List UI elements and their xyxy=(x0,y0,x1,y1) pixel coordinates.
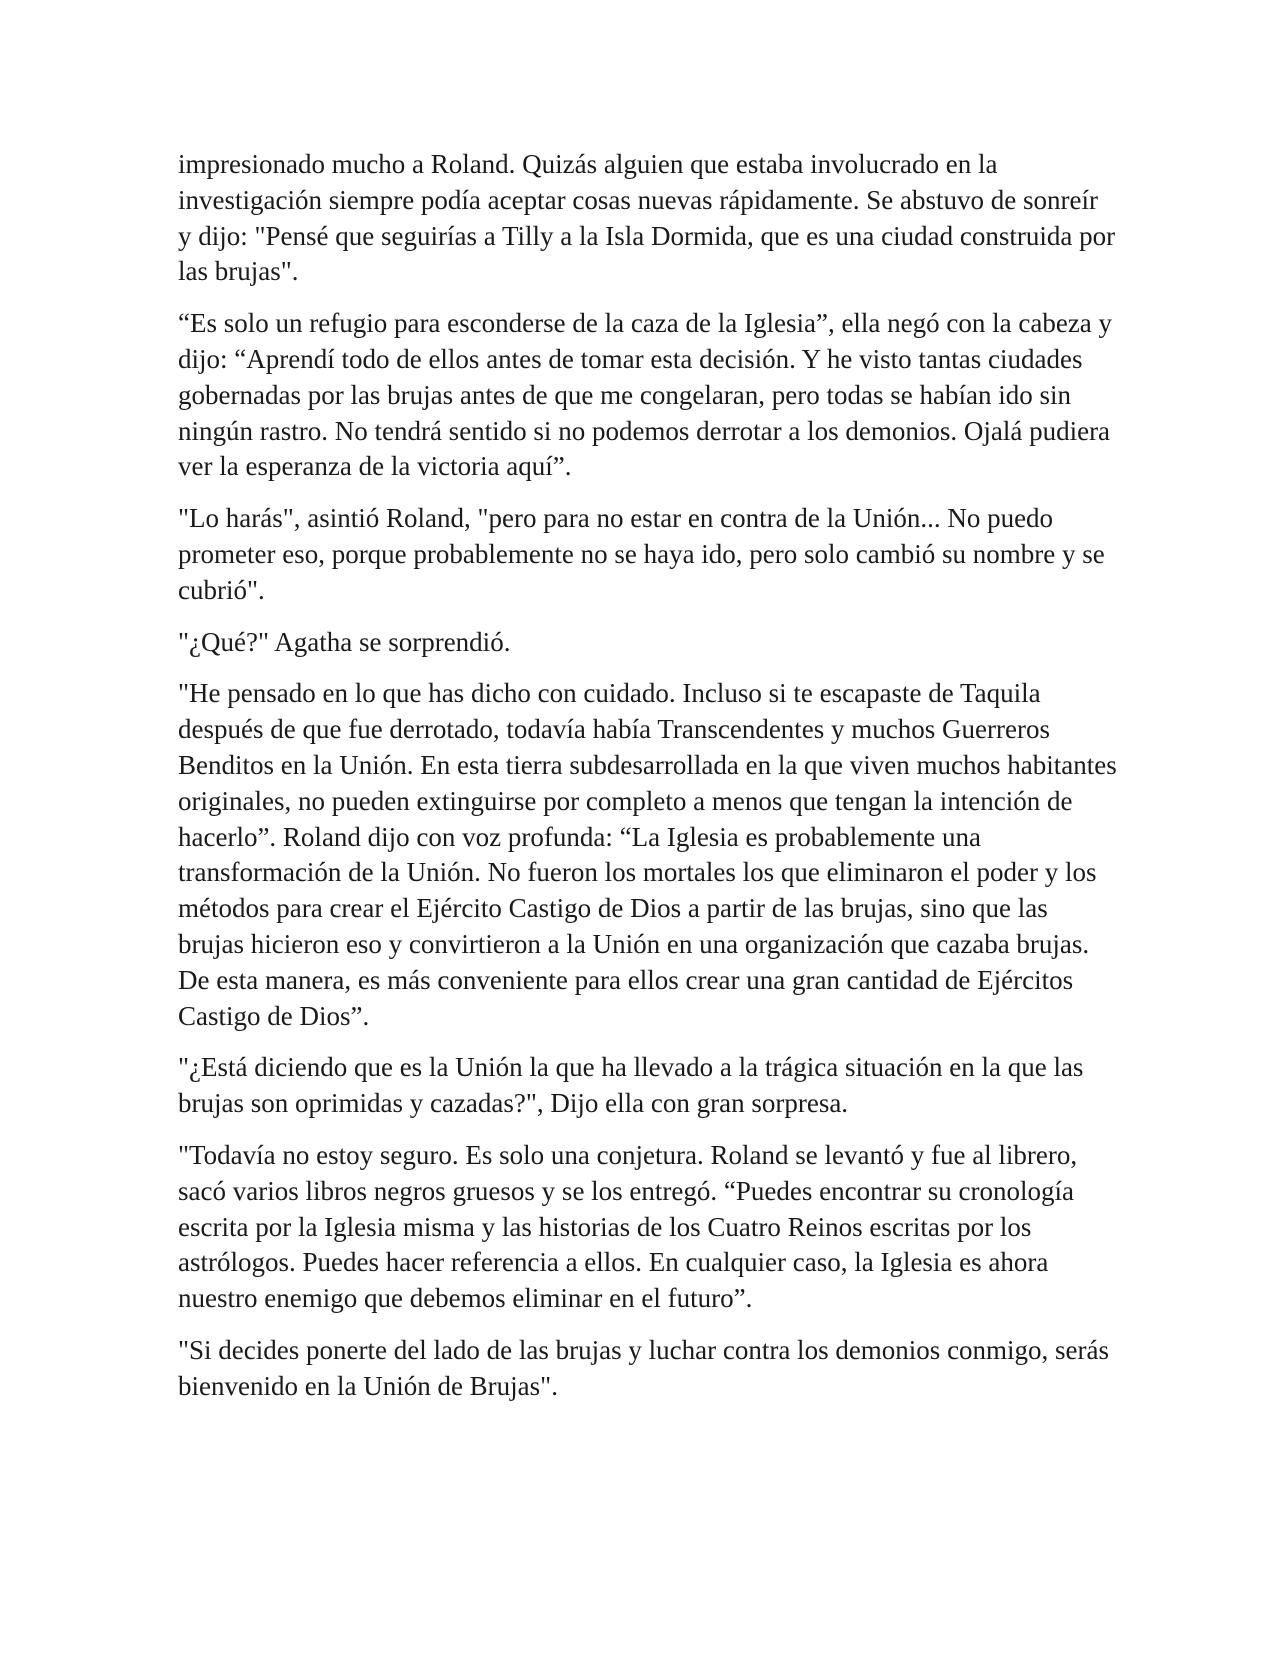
paragraph-8: "Si decides ponerte del lado de las brujas y luchar contra los demonios conmigo, serás bienvenido en la Unión de Brujas". xyxy=(178,1334,1110,1401)
paragraph-5: "He pensado en lo que has dicho con cuidado. Incluso si te escapaste de Taquila después de que fue derrotado, todavía había Transcendentes y muchos Guerreros Benditos en la Unión. En esta tierra subdesarrollada en la que viven muchos habitantes originales, no pueden extinguirse por completo a menos que tengan la intención de hacerlo”. Roland dijo con voz profunda: “La Iglesia es probablemente una transformación de la Unión. No fueron los mortales los que eliminaron el poder y los métodos para crear el Ejército Castigo de Dios a partir de las brujas, sino que las brujas hicieron eso y convirtieron a la Unión en una organización que cazaba brujas. De esta manera, es más conveniente para ellos crear una gran cantidad de Ejércitos Castigo de Dios”. xyxy=(178,678,1117,1031)
paragraph-7: "Todavía no estoy seguro. Es solo una conjetura. Roland se levantó y fue al librero, sacó varios libros negros gruesos y se los entregó. “Puedes encontrar su cronología escrita por la Iglesia misma y las historias de los Cuatro Reinos escritas por los astrólogos. Puedes hacer referencia a ellos. En cualquier caso, la Iglesia es ahora nuestro enemigo que debemos eliminar en el futuro”. xyxy=(178,1139,1078,1314)
paragraph-3: "Lo harás", asintió Roland, "pero para no estar en contra de la Unión... No puedo prometer eso, porque probablemente no se haya ido, pero solo cambió su nombre y se cubrió". xyxy=(178,503,1105,605)
paragraph-1: impresionado mucho a Roland. Quizás alguien que estaba involucrado en la investigación siempre podía aceptar cosas nuevas rápidamente. Se abstuvo de sonreír y dijo: "Pensé que seguirías a Tilly a la Isla Dormida, que es una ciudad construida por las brujas". xyxy=(178,149,1116,287)
paragraph-4: "¿Qué?" Agatha se sorprendió. xyxy=(178,626,511,657)
paragraph-2: “Es solo un refugio para esconderse de la caza de la Iglesia”, ella negó con la cabeza y dijo: “Aprendí todo de ellos antes de tomar esta decisión. Y he visto tantas ciudades gobernadas por las brujas antes de que me congelaran, pero todas se habían ido sin ningún rastro. No tendrá sentido si no podemos derrotar a los demonios. Ojalá pudiera ver la esperanza de la victoria aquí”. xyxy=(178,308,1113,482)
paragraph-6: "¿Está diciendo que es la Unión la que ha llevado a la trágica situación en la que las brujas son oprimidas y cazadas?", Dijo ella con gran sorpresa. xyxy=(178,1052,1084,1119)
document-body xyxy=(178,147,1118,1421)
